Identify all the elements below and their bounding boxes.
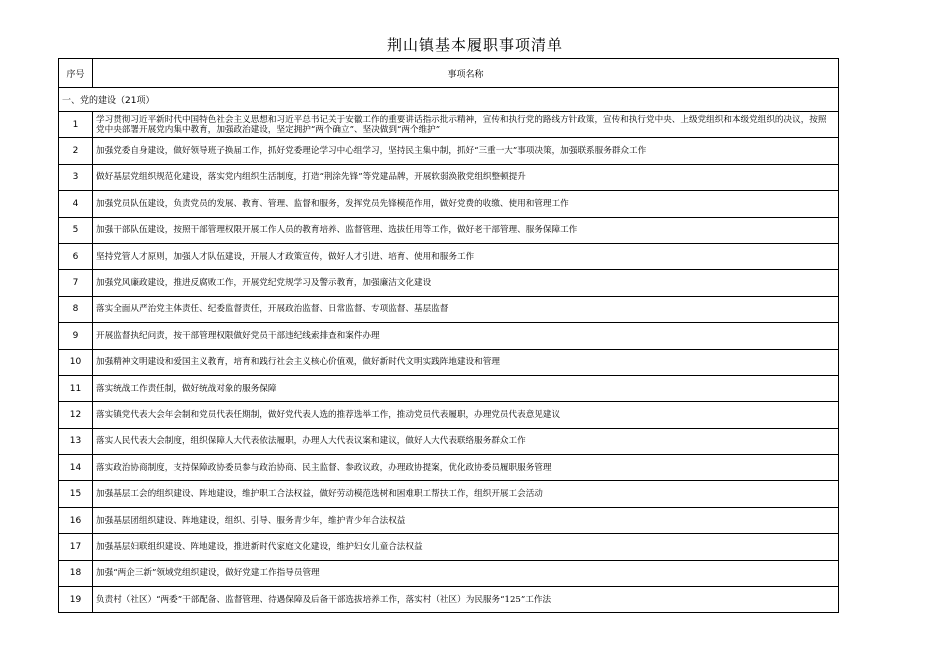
table-row (59, 191, 839, 217)
section-row (59, 88, 839, 112)
row-item-name: 加强精神文明建设和爱国主义教育，培育和践行社会主义核心价值观，做好新时代文明实践阵地建设和管理 (93, 349, 839, 375)
row-number: 1 (59, 112, 93, 138)
table-row (59, 164, 839, 190)
table-row (59, 534, 839, 560)
row-item-name: 落实全面从严治党主体责任、纪委监督责任，开展政治监督、日常监督、专项监督、基层监督 (93, 296, 839, 322)
row-item-name: 做好基层党组织规范化建设，落实党内组织生活制度，打造“荆涂先锋”等党建品牌，开展软弱涣散党组织整顿提升 (93, 164, 839, 190)
table-row (59, 323, 839, 349)
table-row (59, 587, 839, 613)
row-number: 7 (59, 270, 93, 296)
table-row (59, 428, 839, 454)
row-number: 3 (59, 164, 93, 190)
table-row (59, 402, 839, 428)
row-number: 4 (59, 191, 93, 217)
table-row (59, 112, 839, 138)
row-number: 8 (59, 296, 93, 322)
row-item-name: 落实镇党代表大会年会制和党员代表任期制，做好党代表人选的推荐选举工作，推动党员代表履职，办理党员代表意见建议 (93, 402, 839, 428)
document-title: 荆山镇基本履职事项清单 (386, 36, 563, 54)
row-item-name: 加强党委自身建设，做好领导班子换届工作，抓好党委理论学习中心组学习，坚持民主集中制，抓好“三重一大”事项决策，加强联系服务群众工作 (93, 138, 839, 164)
row-item-name: 加强党员队伍建设，负责党员的发展、教育、管理、监督和服务，发挥党员先锋模范作用，做好党费的收缴、使用和管理工作 (93, 191, 839, 217)
row-number: 5 (59, 217, 93, 243)
header-no: 序号 (59, 59, 93, 88)
row-item-name: 负责村（社区）“两委”干部配备、监督管理、待遇保障及后备干部选拔培养工作，落实村（社区）为民服务“125”工作法 (93, 587, 839, 613)
row-item-name: 落实人民代表大会制度，组织保障人大代表依法履职，办理人大代表议案和建议，做好人大代表联络服务群众工作 (93, 428, 839, 454)
row-item-name: 学习贯彻习近平新时代中国特色社会主义思想和习近平总书记关于安徽工作的重要讲话指示批示精神，宣传和执行党的路线方针政策，宣传和执行党中央、上级党组织和本级党组织的决议，按照党中央部署开展党内集中教育，加强政治建设，坚定拥护“两个确立”、坚决做到“两个维护” (93, 112, 839, 138)
table-row (59, 507, 839, 533)
table-row (59, 270, 839, 296)
row-item-name: 加强党风廉政建设，推进反腐败工作，开展党纪党规学习及警示教育，加强廉洁文化建设 (93, 270, 839, 296)
row-item-name: 落实统战工作责任制，做好统战对象的服务保障 (93, 375, 839, 401)
row-number: 15 (59, 481, 93, 507)
row-number: 13 (59, 428, 93, 454)
table-row (59, 138, 839, 164)
table-header-row (59, 59, 839, 88)
row-item-name: 开展监督执纪问责，按干部管理权限做好党员干部违纪线索排查和案件办理 (93, 323, 839, 349)
table-row (59, 217, 839, 243)
row-number: 2 (59, 138, 93, 164)
row-item-name: 加强干部队伍建设，按照干部管理权限开展工作人员的教育培养、监督管理、选拔任用等工作，做好老干部管理、服务保障工作 (93, 217, 839, 243)
table-row (59, 375, 839, 401)
row-item-name: 坚持党管人才原则，加强人才队伍建设，开展人才政策宣传，做好人才引进、培育、使用和服务工作 (93, 243, 839, 269)
table-row (59, 481, 839, 507)
table-row (59, 296, 839, 322)
row-number: 6 (59, 243, 93, 269)
row-number: 18 (59, 560, 93, 586)
table-row (59, 349, 839, 375)
header-name: 事项名称 (93, 59, 839, 88)
row-number: 9 (59, 323, 93, 349)
row-item-name: 加强“两企三新”领域党组织建设，做好党建工作指导员管理 (93, 560, 839, 586)
row-number: 17 (59, 534, 93, 560)
row-item-name: 落实政治协商制度，支持保障政协委员参与政治协商、民主监督、参政议政，办理政协提案，优化政协委员履职服务管理 (93, 455, 839, 481)
row-number: 19 (59, 587, 93, 613)
section-title: 一、党的建设（21项） (59, 88, 839, 112)
row-item-name: 加强基层团组织建设、阵地建设，组织、引导、服务青少年，维护青少年合法权益 (93, 507, 839, 533)
duty-table (58, 58, 839, 613)
row-number: 14 (59, 455, 93, 481)
table-row (59, 455, 839, 481)
row-number: 12 (59, 402, 93, 428)
row-item-name: 加强基层妇联组织建设、阵地建设，推进新时代家庭文化建设，维护妇女儿童合法权益 (93, 534, 839, 560)
row-number: 11 (59, 375, 93, 401)
table-row (59, 560, 839, 586)
row-number: 16 (59, 507, 93, 533)
table-row (59, 243, 839, 269)
row-item-name: 加强基层工会的组织建设、阵地建设，维护职工合法权益，做好劳动模范选树和困难职工帮扶工作，组织开展工会活动 (93, 481, 839, 507)
row-number: 10 (59, 349, 93, 375)
